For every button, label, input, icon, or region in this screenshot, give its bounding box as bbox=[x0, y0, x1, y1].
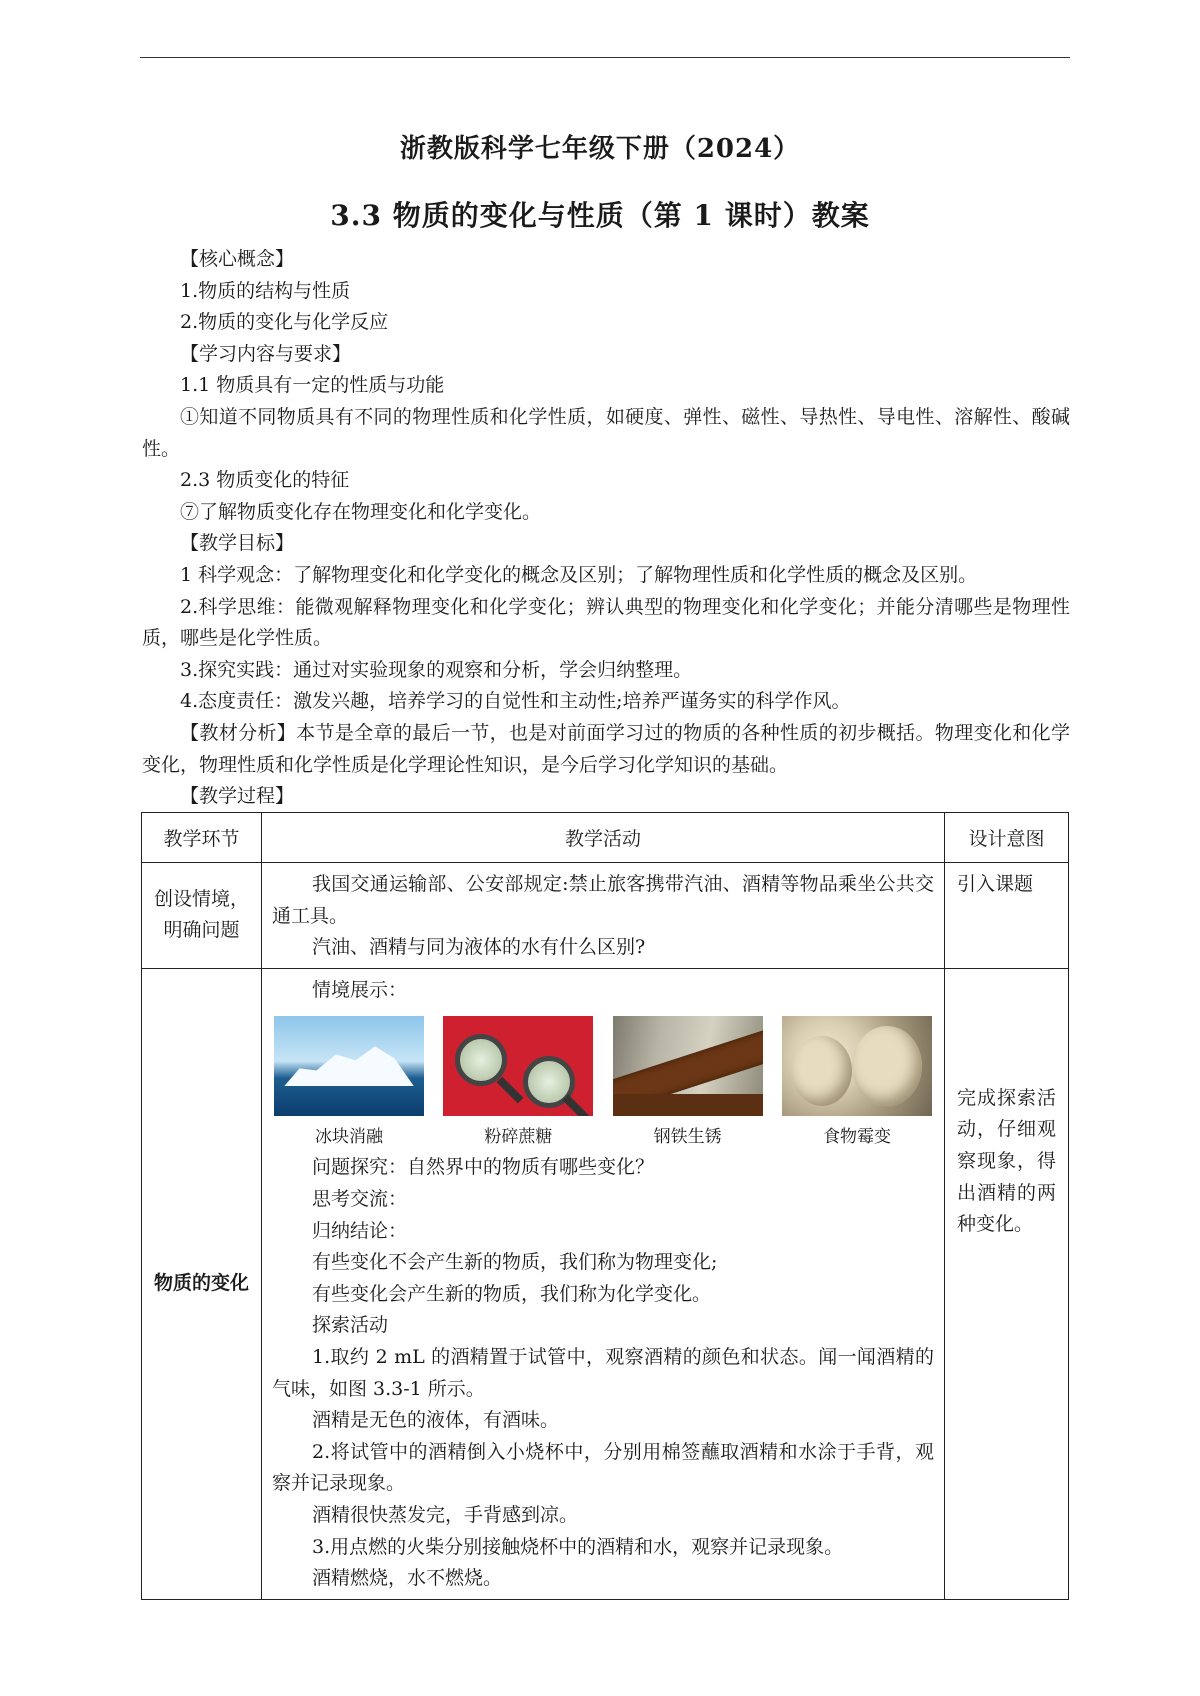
activity-line: 酒精很快蒸发完，手背感到凉。 bbox=[312, 1503, 579, 1526]
activity-cell bbox=[262, 968, 945, 1599]
moldy-food-image bbox=[782, 1016, 932, 1116]
stage-cell: 创设情境，明确问题 bbox=[142, 863, 262, 969]
lesson-body bbox=[142, 244, 1070, 813]
photo-item bbox=[782, 1016, 932, 1148]
table-row bbox=[142, 968, 1069, 1599]
paragraph: 1.1 物质具有一定的性质与功能 bbox=[180, 374, 445, 397]
intent-cell: 引入课题 bbox=[945, 863, 1069, 969]
activity-line: 思考交流： bbox=[312, 1187, 408, 1210]
activity-line: 3.用点燃的火柴分别接触烧杯中的酒精和水，观察并记录现象。 bbox=[312, 1535, 844, 1558]
activity-line: 情境展示： bbox=[312, 978, 408, 1001]
photo-strip bbox=[272, 1006, 934, 1152]
paragraph: ⑦了解物质变化存在物理变化和化学变化。 bbox=[180, 500, 542, 523]
photo-caption: 冰块消融 bbox=[315, 1127, 383, 1148]
header-cell: 教学环节 bbox=[142, 813, 262, 863]
paragraph: 【教材分析】本节是全章的最后一节，也是对前面学习过的物质的各种性质的初步概括。物理变化和化学变化，物理性质和化学性质是化学理论性知识，是今后学习化学知识的基础。 bbox=[142, 721, 1070, 776]
activity-line: 归纳结论： bbox=[312, 1219, 408, 1242]
melting-ice-image bbox=[274, 1016, 424, 1116]
activity-cell bbox=[262, 863, 945, 969]
table-header-row bbox=[142, 813, 1069, 863]
activity-line: 我国交通运输部、公安部规定:禁止旅客携带汽油、酒精等物品乘坐公共交通工具。 bbox=[272, 873, 934, 927]
activity-line: 1.取约 2 mL 的酒精置于试管中，观察酒精的颜色和状态。闻一闻酒精的气味，如图 3.3-1 所示。 bbox=[272, 1345, 934, 1400]
photo-item bbox=[443, 1016, 593, 1148]
photo-item bbox=[613, 1016, 763, 1148]
paragraph: 2.物质的变化与化学反应 bbox=[180, 311, 389, 334]
intent-cell: 完成探索活动，仔细观察现象，得出酒精的两种变化。 bbox=[945, 968, 1069, 1599]
paragraph: 2.科学思维：能微观解释物理变化和化学变化；辨认典型的物理变化和化学变化；并能分清哪些是物理性质，哪些是化学性质。 bbox=[142, 595, 1070, 650]
document-title: 浙教版科学七年级下册（2024） bbox=[399, 134, 801, 164]
rusting-steel-image bbox=[613, 1016, 763, 1116]
activity-line: 有些变化不会产生新的物质，我们称为物理变化; bbox=[312, 1251, 718, 1274]
header-cell: 教学活动 bbox=[262, 813, 945, 863]
paragraph: ①知道不同物质具有不同的物理性质和化学性质，如硬度、弹性、磁性、导热性、导电性、溶解性、酸碱性。 bbox=[142, 405, 1070, 460]
lesson-title: 3.3 物质的变化与性质（第 1 课时）教案 bbox=[330, 199, 870, 232]
paragraph: 4.态度责任：激发兴趣，培养学习的自觉性和主动性;培养严谨务实的科学作风。 bbox=[180, 690, 851, 713]
paragraph: 1 科学观念：了解物理变化和化学变化的概念及区别；了解物理性质和化学性质的概念及区别。 bbox=[180, 563, 978, 586]
header-rule bbox=[140, 57, 1070, 58]
activity-line: 有些变化会产生新的物质，我们称为化学变化。 bbox=[312, 1282, 712, 1305]
section-heading: 【核心概念】 bbox=[180, 248, 295, 270]
paragraph: 2.3 物质变化的特征 bbox=[180, 469, 350, 492]
header-cell: 设计意图 bbox=[945, 813, 1069, 863]
activity-line: 汽油、酒精与同为液体的水有什么区别? bbox=[312, 936, 646, 959]
activity-line: 酒精燃烧，水不燃烧。 bbox=[312, 1567, 503, 1590]
activity-line: 2.将试管中的酒精倒入小烧杯中，分别用棉签蘸取酒精和水涂于手背，观察并记录现象。 bbox=[272, 1440, 934, 1495]
paragraph: 3.探究实践：通过对实验现象的观察和分析，学会归纳整理。 bbox=[180, 658, 693, 681]
photo-caption: 食物霉变 bbox=[822, 1127, 891, 1148]
section-heading: 【教学过程】 bbox=[180, 785, 295, 808]
photo-caption: 粉碎蔗糖 bbox=[484, 1127, 553, 1148]
paragraph: 1.物质的结构与性质 bbox=[180, 279, 351, 302]
activity-line: 问题探究：自然界中的物质有哪些变化？ bbox=[312, 1156, 655, 1179]
photo-caption: 钢铁生锈 bbox=[653, 1127, 722, 1148]
crushed-sugar-image bbox=[443, 1016, 593, 1116]
activity-line: 探索活动 bbox=[312, 1314, 389, 1337]
section-heading: 【教学目标】 bbox=[180, 532, 295, 555]
table-row bbox=[142, 863, 1069, 969]
photo-item bbox=[274, 1016, 424, 1148]
activity-line: 酒精是无色的液体，有酒味。 bbox=[312, 1409, 560, 1432]
stage-cell: 物质的变化 bbox=[142, 968, 262, 1599]
teaching-process-table bbox=[141, 812, 1069, 1600]
section-heading: 【学习内容与要求】 bbox=[180, 342, 352, 365]
